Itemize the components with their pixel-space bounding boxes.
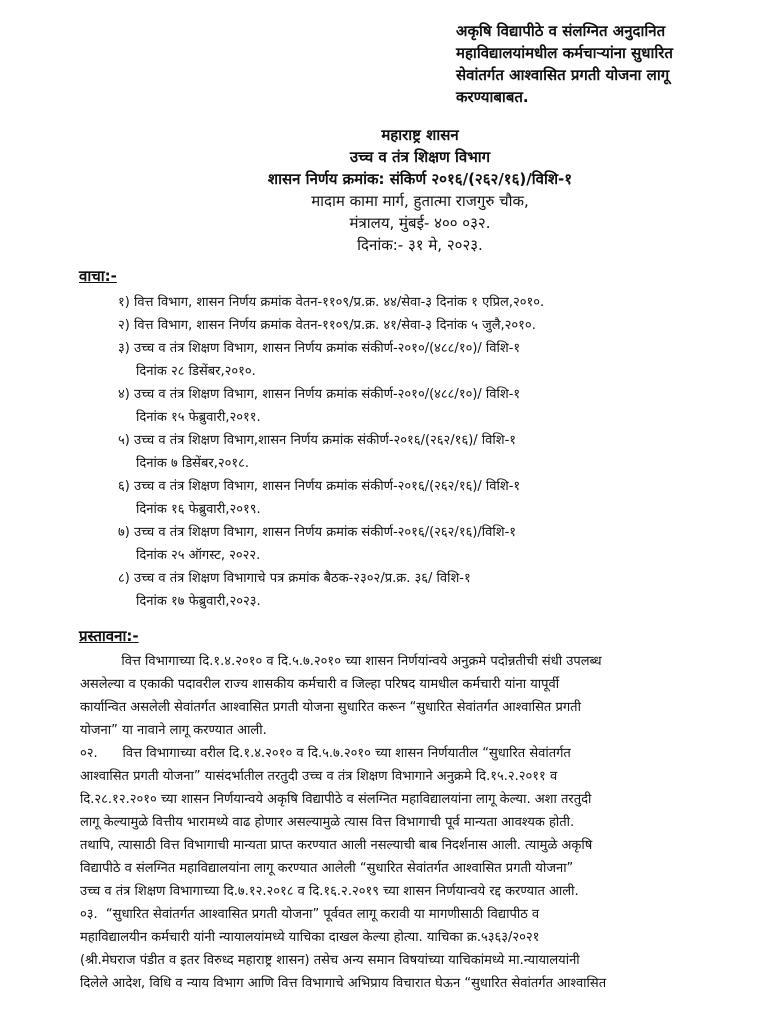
- subject-line: सेवांतर्गत आश्वासित प्रगती योजना लागू: [456, 66, 670, 84]
- reference-list: [118, 291, 758, 613]
- reference-item: ७) उच्च व तंत्र शिक्षण विभाग, शासन निर्णय क्रमांक संकीर्ण-२०१६/(२६२/१६)/विशि-१: [118, 525, 517, 540]
- reference-item: ६) उच्च व तंत्र शिक्षण विभाग, शासन निर्णय क्रमांक संकीर्ण-२०१६/(२६२/१६)/ विशि-१: [118, 479, 521, 494]
- reference-item: २) वित्त विभाग, शासन निर्णय क्रमांक वेतन-११०९/प्र.क्र. ४१/सेवा-३ दिनांक ५ जुलै,२०१०.: [118, 318, 536, 333]
- reference-item: ५) उच्च व तंत्र शिक्षण विभाग,शासन निर्णय क्रमांक संकीर्ण-२०१६/(२६२/१६)/ विशि-१: [118, 433, 517, 448]
- body-line: आश्वासित प्रगती योजना” यासंदर्भातील तरतुदी उच्च व तंत्र शिक्षण विभागाने अनुक्रमे दि.१५.२.२०११ व: [80, 769, 558, 784]
- reference-item-date: दिनांक १६ फेब्रुवारी,२०१९.: [136, 502, 261, 517]
- subject-line: करण्याबाबत.: [456, 88, 529, 106]
- reference-item: ३) उच्च व तंत्र शिक्षण विभाग, शासन निर्णय क्रमांक संकीर्ण-२०१०/(४८८/१०)/ विशि-१: [118, 341, 521, 356]
- resolution-number: शासन निर्णय क्रमांक: संकिर्ण २०१६/(२६२/१६)/विशि-१: [267, 170, 573, 188]
- body-line: कार्यान्वित असलेली सेवांतर्गत आश्वासित प्रगती योजना सुधारित करून “सुधारित सेवांतर्गत आश्वासित प्रगती: [80, 700, 581, 715]
- body-line: महाविद्यालयीन कर्मचारी यांनी न्यायालयांमध्ये याचिका दाखल केल्या होत्या. याचिका क्र.५३६३/२०२१: [80, 930, 540, 945]
- prastavana-heading: प्रस्तावना:-: [79, 627, 139, 645]
- reference-item-date: दिनांक २८ डिसेंबर,२०१०.: [136, 364, 256, 379]
- prastavana-body: [80, 650, 708, 995]
- body-line: ०३. “सुधारित सेवांतर्गत आश्वासित प्रगती योजना” पूर्ववत लागू करावी या मागणीसाठी विद्यापीठ व: [80, 907, 540, 922]
- body-line: (श्री.मेघराज पंडीत व इतर विरुध्द महाराष्ट्र शासन) तसेच अन्य समान विषयांच्या याचिकांमध्ये मा.न्यायालयांनी: [80, 953, 580, 968]
- government-name: महाराष्ट्र शासन: [381, 126, 459, 144]
- vacha-heading: वाचा:-: [79, 267, 117, 285]
- subject-line: अकृषि विद्यापीठे व संलग्नित अनुदानित: [456, 22, 666, 40]
- body-line: लागू केल्यामुळे वित्तीय भारामध्ये वाढ होणार असल्यामुळे त्यास वित्त विभागाची पूर्व मान्यता आवश्यक होती.: [80, 815, 575, 830]
- reference-item-date: दिनांक १७ फेब्रुवारी,२०२३.: [136, 594, 261, 609]
- subject-line: महाविद्यालयांमधील कर्मचाऱ्यांना सुधारित: [456, 44, 673, 62]
- body-line: वित्त विभागाच्या दि.१.४.२०१० व दि.५.७.२०१० च्या शासन निर्णयांन्वये अनुक्रमे पदोन्नतीची संधी उपलब्ध: [80, 654, 602, 669]
- body-line: उच्च व तंत्र शिक्षण विभागाच्या दि.७.१२.२०१८ व दि.१६.२.२०१९ च्या शासन निर्णयान्वये रद्द करण्यात आली.: [80, 884, 579, 899]
- body-line: दि.२८.१२.२०१० च्या शासन निर्णयान्वये अकृषि विद्यापीठे व संलग्नित महाविद्यालयांना लागू केल्या. अशा तरतुदी: [80, 792, 592, 807]
- reference-item: १) वित्त विभाग, शासन निर्णय क्रमांक वेतन-११०९/प्र.क्र. ४४/सेवा-३ दिनांक १ एप्रिल,२०१०.: [118, 295, 545, 310]
- body-line: ०२. वित्त विभागाच्या वरील दि.१.४.२०१० व दि.५.७.२०१० च्या शासन निर्णयातील “सुधारित सेवांतर्गत: [80, 746, 571, 761]
- body-line: असलेल्या व एकाकी पदावरील राज्य शासकीय कर्मचारी व जिल्हा परिषद यामधील कर्मचारी यांना यापूर्वी: [80, 677, 560, 692]
- body-line: तथापि, त्यासाठी वित्त विभागाची मान्यता प्राप्त करण्यात आली नसल्याची बाब निदर्शनास आली. त्यामुळे अकृषि: [80, 838, 593, 853]
- subject-block: [456, 20, 756, 108]
- reference-item-date: दिनांक ७ डिसेंबर,२०१८.: [136, 456, 250, 471]
- address-line: मादाम कामा मार्ग, हुतात्मा राजगुरु चौक,: [311, 192, 529, 210]
- reference-item: ८) उच्च व तंत्र शिक्षण विभागाचे पत्र क्रमांक बैठक-२३०२/प्र.क्र. ३६/ विशि-१: [118, 571, 471, 586]
- government-header: [230, 124, 610, 256]
- department-name: उच्च व तंत्र शिक्षण विभाग: [349, 148, 491, 166]
- body-line: दिलेले आदेश, विधि व न्याय विभाग आणि वित्त विभागाचे अभिप्राय विचारात घेऊन “सुधारित सेवांतर्गत आश्वासित: [80, 976, 607, 991]
- reference-item: ४) उच्च व तंत्र शिक्षण विभाग, शासन निर्णय क्रमांक संकीर्ण-२०१०/(४८८/१०)/ विशि-१: [118, 387, 521, 402]
- body-line: योजना” या नावाने लागू करण्यात आली.: [80, 723, 267, 738]
- body-line: विद्यापीठे व संलग्नित महाविद्यालयांना लागू करण्यात आलेली “सुधारित सेवांतर्गत आश्वासित प्रगती योजना”: [80, 861, 574, 876]
- address-line: मंत्रालय, मुंबई- ४०० ०३२.: [349, 214, 491, 232]
- resolution-date: दिनांक:- ३१ मे, २०२३.: [357, 236, 483, 254]
- reference-item-date: दिनांक २५ ऑगस्ट, २०२२.: [136, 548, 261, 563]
- reference-item-date: दिनांक १५ फेब्रुवारी,२०११.: [136, 410, 261, 425]
